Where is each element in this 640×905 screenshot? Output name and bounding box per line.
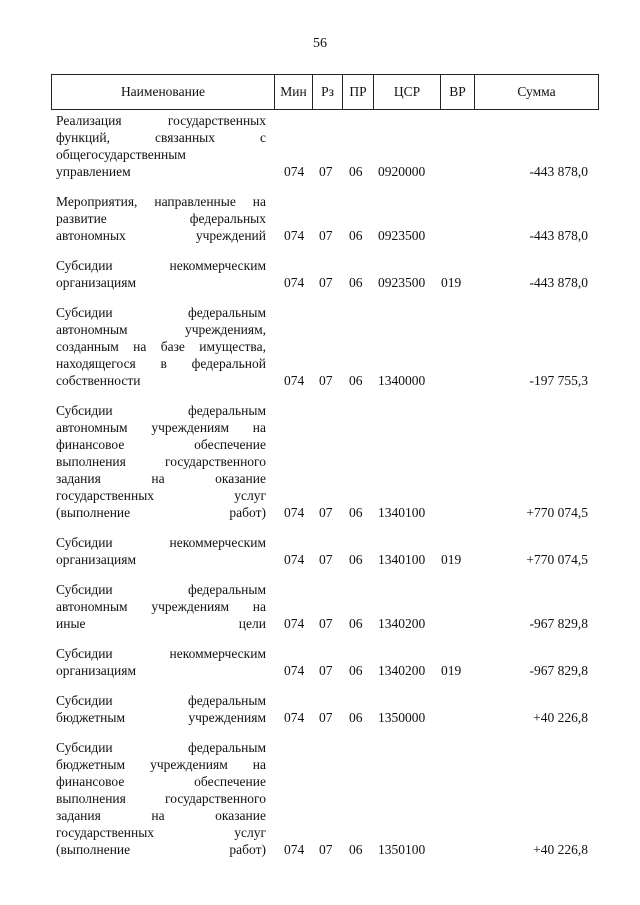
row-name-line: (выполнение работ) [56,842,266,857]
row-name [56,257,266,291]
row-name [56,645,266,679]
cell-csr: 1340100 [378,505,426,520]
row-name-line: общегосударственным [56,147,186,162]
cell-sum: +770 074,5 [526,505,588,520]
row-name-line: задания на оказание [56,471,266,486]
row-name-line: Субсидии федеральным [56,403,266,418]
cell-rz: 07 [319,842,333,857]
row-name-line: организациям [56,552,137,567]
table-row [0,692,640,726]
table-row [0,581,640,632]
cell-rz: 07 [319,275,333,290]
row-name [56,402,266,521]
cell-csr: 0920000 [378,164,426,179]
row-name [56,193,266,244]
row-name-line: задания на оказание [56,808,266,823]
row-name-line: автономным учреждениям на [56,599,266,614]
table-header [51,74,599,110]
cell-sum: -967 829,8 [529,616,588,631]
table-row [0,193,640,244]
cell-vr: 019 [441,663,462,678]
row-name-line: Субсидии федеральным [56,305,266,320]
row-name-line: управлением [56,164,131,179]
cell-sum: +770 074,5 [526,552,588,567]
cell-sum: +40 226,8 [533,842,588,857]
table-row [0,645,640,679]
cell-csr: 1350100 [378,842,426,857]
cell-pr: 06 [349,616,363,631]
cell-vr: 019 [441,552,462,567]
cell-rz: 07 [319,616,333,631]
row-name [56,534,266,568]
row-name-line: Субсидии федеральным [56,740,266,755]
header-vr: ВР [441,75,475,109]
cell-rz: 07 [319,552,333,567]
cell-pr: 06 [349,663,363,678]
cell-csr: 1340000 [378,373,426,388]
row-name [56,692,266,726]
cell-pr: 06 [349,373,363,388]
cell-pr: 06 [349,505,363,520]
row-name [56,739,266,858]
cell-min: 074 [284,663,305,678]
cell-min: 074 [284,505,305,520]
header-csr: ЦСР [374,75,441,109]
row-name-line: автономных учреждений [56,228,266,243]
row-name-line: организациям [56,663,137,678]
cell-csr: 0923500 [378,228,426,243]
row-name-line: финансовое обеспечение [56,437,266,452]
cell-pr: 06 [349,552,363,567]
table-body [0,112,640,871]
cell-pr: 06 [349,228,363,243]
header-name: Наименование [52,75,275,109]
row-name [56,304,266,389]
cell-rz: 07 [319,164,333,179]
cell-sum: -197 755,3 [529,373,588,388]
cell-pr: 06 [349,710,363,725]
row-name-line: выполнения государственного [56,791,266,806]
row-name-line: государственных услуг [56,825,266,840]
row-name-line: созданным на базе имущества, [56,339,266,354]
table-row [0,257,640,291]
cell-rz: 07 [319,505,333,520]
cell-rz: 07 [319,373,333,388]
cell-min: 074 [284,552,305,567]
row-name-line: организациям [56,275,137,290]
cell-min: 074 [284,710,305,725]
cell-vr: 019 [441,275,462,290]
table-row [0,534,640,568]
header-min: Мин [275,75,313,109]
row-name [56,112,266,180]
cell-pr: 06 [349,842,363,857]
row-name-line: Субсидии некоммерческим [56,535,266,550]
cell-sum: +40 226,8 [533,710,588,725]
cell-sum: -443 878,0 [529,164,588,179]
row-name-line: иные цели [56,616,266,631]
cell-csr: 1340100 [378,552,426,567]
row-name-line: развитие федеральных [56,211,266,226]
cell-rz: 07 [319,228,333,243]
cell-min: 074 [284,373,305,388]
cell-pr: 06 [349,164,363,179]
row-name-line: Субсидии некоммерческим [56,646,266,661]
row-name-line: бюджетным учреждениям на [56,757,266,772]
table-row [0,112,640,180]
row-name-line: Реализация государственных [56,113,266,128]
table-row [0,402,640,521]
row-name-line: финансовое обеспечение [56,774,266,789]
cell-min: 074 [284,164,305,179]
row-name-line: находящегося в федеральной [56,356,266,371]
row-name-line: Мероприятия, направленные на [56,194,266,209]
row-name-line: Субсидии федеральным [56,582,266,597]
cell-csr: 1350000 [378,710,426,725]
cell-min: 074 [284,616,305,631]
table-row [0,739,640,858]
cell-min: 074 [284,228,305,243]
cell-pr: 06 [349,275,363,290]
row-name-line: автономным учреждениям на [56,420,266,435]
cell-rz: 07 [319,710,333,725]
header-sum: Сумма [517,84,556,99]
row-name [56,581,266,632]
row-name-line: бюджетным учреждениям [56,710,266,725]
cell-rz: 07 [319,663,333,678]
cell-csr: 1340200 [378,663,426,678]
cell-min: 074 [284,842,305,857]
row-name-line: выполнения государственного [56,454,266,469]
row-name-line: государственных услуг [56,488,266,503]
cell-csr: 1340200 [378,616,426,631]
row-name-line: Субсидии федеральным [56,693,266,708]
row-name-line: функций, связанных с [56,130,266,145]
row-name-line: Субсидии некоммерческим [56,258,266,273]
cell-sum: -443 878,0 [529,228,588,243]
row-name-line: автономным учреждениям, [56,322,266,337]
cell-min: 074 [284,275,305,290]
row-name-line: (выполнение работ) [56,505,266,520]
cell-sum: -443 878,0 [529,275,588,290]
cell-csr: 0923500 [378,275,426,290]
table-row [0,304,640,389]
page-number: 56 [313,36,327,51]
cell-sum: -967 829,8 [529,663,588,678]
row-name-line: собственности [56,373,141,388]
header-pr: ПР [343,75,374,109]
header-rz: Рз [313,75,343,109]
